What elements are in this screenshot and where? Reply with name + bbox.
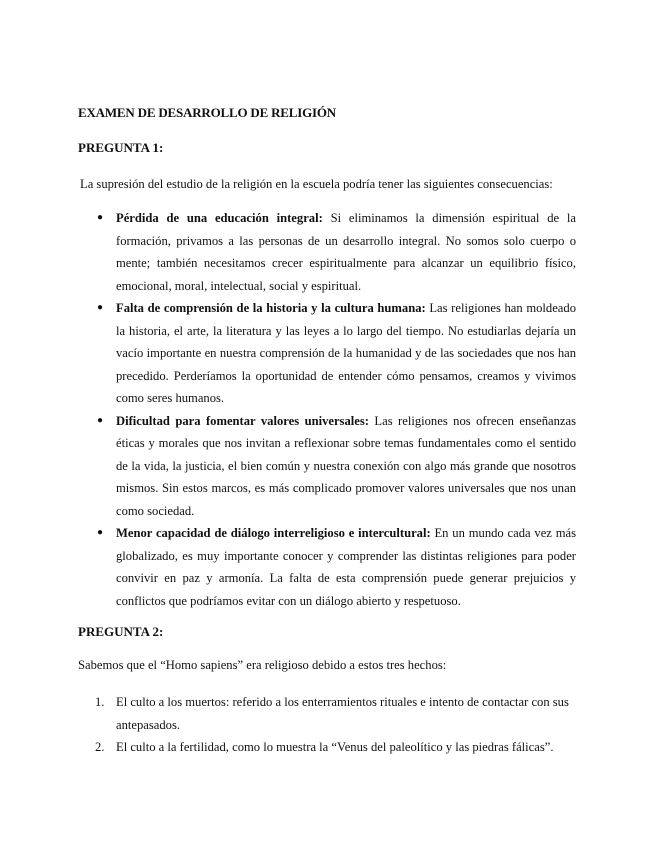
item-number: 2. — [95, 740, 105, 754]
question-2-list — [95, 691, 576, 759]
list-item — [95, 736, 576, 759]
item-text: Si eliminamos la dimensión espiritual de la formación, privamos a las personas de un desarrollo integral. No somos solo cuerpo o mente; también necesitamos crecer espiritualmente para alcanzar un equilibrio físico, emocional, moral, intelectual, social y espiritual. — [116, 211, 576, 293]
item-term: Dificultad para fomentar valores universales: — [116, 413, 369, 428]
list-item — [97, 207, 576, 297]
item-text: En un mundo cada vez más globalizado, es muy importante conocer y comprender las distintas religiones para poder convivir en paz y armonía. La falta de esta comprensión puede generar prejuicios y conflictos que podríamos evitar con un diálogo abierto y respetuoso. — [116, 526, 576, 608]
bullet-icon: ● — [97, 302, 104, 313]
bullet-icon: ● — [97, 527, 104, 538]
question-1-list — [97, 207, 576, 612]
bullet-icon: ● — [97, 414, 104, 426]
item-text: El culto a los muertos: referido a los enterramientos rituales e intento de contactar con sus antepasados. — [116, 695, 569, 732]
item-text: El culto a la fertilidad, como lo muestra la “Venus del paleolítico y las piedras fálicas”. — [116, 740, 554, 754]
item-term: Menor capacidad de diálogo interreligioso e intercultural: — [116, 526, 431, 540]
list-item — [95, 691, 576, 736]
list-item — [97, 522, 576, 612]
list-item — [97, 410, 576, 523]
item-number: 1. — [95, 695, 105, 709]
item-term: Pérdida de una educación integral: — [116, 211, 323, 225]
item-text: Las religiones nos ofrecen enseñanzas éticas y morales que nos invitan a reflexionar sobre temas fundamentales como el sentido de la vida, la justicia, el bien común y nuestra conexión con algo más grande que nosotros mismos. Sin estos marcos, es más complicado promover valores universales que nos unan como sociedad. — [116, 413, 576, 518]
question-1-heading: PREGUNTA 1: — [78, 140, 164, 155]
item-text: Las religiones han moldeado la historia, el arte, la literatura y las leyes a lo largo del tiempo. No estudiarlas dejaría un vacío importante en nuestra comprensión de la humanidad y de las sociedades que nos han precedido. Perderíamos la oportunidad de entender cómo pensamos, creamos y vivimos como seres humanos. — [116, 301, 576, 405]
list-item — [97, 297, 576, 410]
item-term: Falta de comprensión de la historia y la cultura humana: — [116, 301, 426, 315]
question-2-intro: Sabemos que el “Homo sapiens” era religioso debido a estos tres hechos: — [78, 658, 447, 672]
question-1-intro: La supresión del estudio de la religión en la escuela podría tener las siguientes consecuencias: — [80, 177, 553, 191]
question-2-heading: PREGUNTA 2: — [78, 624, 164, 639]
document-title: EXAMEN DE DESARROLLO DE RELIGIÓN — [78, 105, 336, 120]
bullet-icon: ● — [97, 212, 104, 223]
